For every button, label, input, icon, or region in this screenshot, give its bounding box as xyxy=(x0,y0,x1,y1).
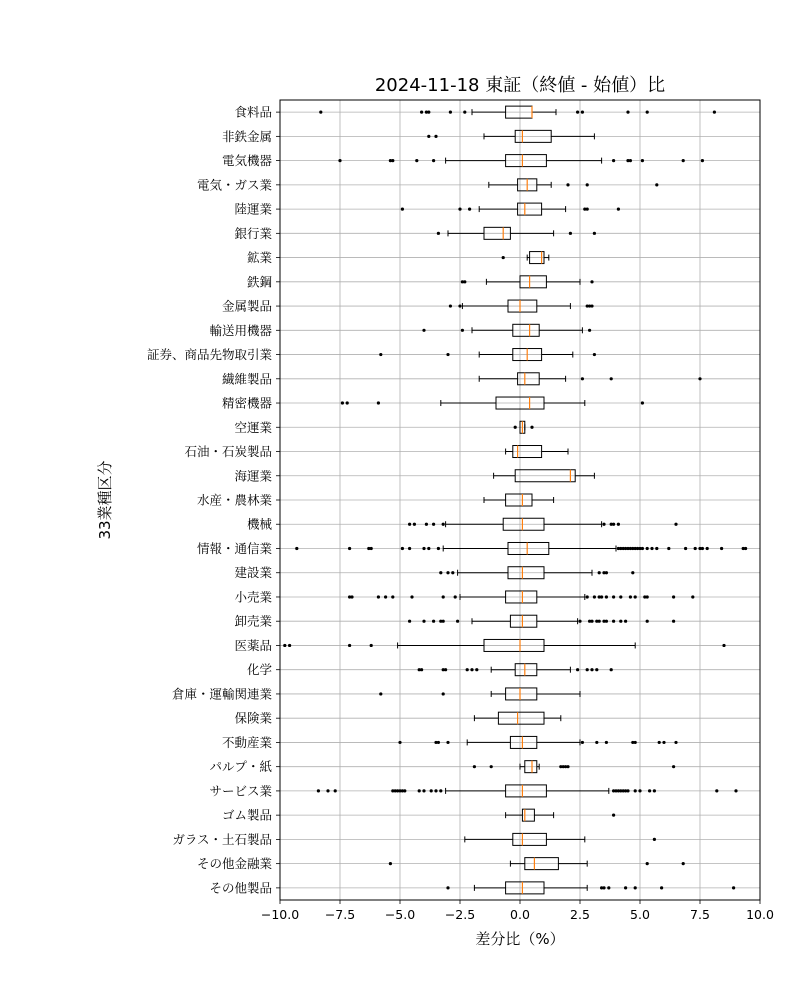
outlier-point xyxy=(468,207,471,210)
outlier-point xyxy=(641,401,644,404)
y-axis-tick-labels xyxy=(147,105,280,896)
grid-lines xyxy=(280,100,760,900)
outlier-point xyxy=(578,620,581,623)
x-tick-label: −2.5 xyxy=(444,907,476,922)
y-tick-label: 化学 xyxy=(246,662,272,678)
outlier-point xyxy=(655,547,658,550)
outlier-point xyxy=(446,353,449,356)
box-25 xyxy=(474,712,560,724)
outlier-point xyxy=(425,523,428,526)
y-tick-label: 輸送用機器 xyxy=(209,322,272,338)
outlier-point xyxy=(605,595,608,598)
outlier-point xyxy=(432,620,435,623)
outlier-point xyxy=(701,159,704,162)
y-tick-label: 倉庫・運輸関連業 xyxy=(171,686,272,702)
outlier-point xyxy=(612,523,615,526)
outlier-point xyxy=(646,862,649,865)
outlier-point xyxy=(463,111,466,114)
outlier-point xyxy=(317,789,320,792)
outlier-point xyxy=(408,547,411,550)
outlier-point xyxy=(607,886,610,889)
outlier-point xyxy=(605,571,608,574)
y-tick-label: その他金融業 xyxy=(196,856,272,872)
outlier-point xyxy=(442,692,445,695)
x-axis-label: 差分比（%） xyxy=(475,930,565,948)
outlier-point xyxy=(713,111,716,114)
outlier-point xyxy=(473,765,476,768)
outlier-point xyxy=(530,426,533,429)
outlier-point xyxy=(586,183,589,186)
outlier-point xyxy=(437,232,440,235)
outlier-point xyxy=(638,789,641,792)
y-tick-label: 精密機器 xyxy=(221,395,272,411)
outlier-point xyxy=(732,886,735,889)
outlier-point xyxy=(674,741,677,744)
outlier-point xyxy=(648,789,651,792)
y-tick-label: 非鉄金属 xyxy=(221,128,272,144)
outlier-point xyxy=(454,595,457,598)
outlier-point xyxy=(348,547,351,550)
outlier-point xyxy=(422,329,425,332)
y-tick-label: 空運業 xyxy=(234,419,272,435)
outlier-point xyxy=(370,547,373,550)
outlier-point xyxy=(653,838,656,841)
x-tick-label: 2.5 xyxy=(570,907,590,922)
outlier-point xyxy=(432,523,435,526)
y-tick-label: サービス業 xyxy=(209,783,272,799)
outlier-point xyxy=(590,304,593,307)
outlier-point xyxy=(646,547,649,550)
outlier-point xyxy=(341,401,344,404)
outlier-point xyxy=(422,620,425,623)
y-tick-label: 保険業 xyxy=(234,710,272,726)
outlier-point xyxy=(634,741,637,744)
outlier-point xyxy=(408,620,411,623)
y-tick-label: 証券、商品先物取引業 xyxy=(146,347,272,363)
outlier-point xyxy=(439,571,442,574)
outlier-point xyxy=(566,765,569,768)
outlier-point xyxy=(641,159,644,162)
outlier-point xyxy=(389,862,392,865)
outlier-point xyxy=(398,741,401,744)
outlier-point xyxy=(646,111,649,114)
outlier-point xyxy=(634,789,637,792)
outlier-point xyxy=(439,789,442,792)
outlier-point xyxy=(605,620,608,623)
outlier-point xyxy=(384,595,387,598)
outlier-point xyxy=(595,668,598,671)
outlier-point xyxy=(434,135,437,138)
outlier-point xyxy=(338,159,341,162)
outlier-point xyxy=(463,280,466,283)
outlier-point xyxy=(401,207,404,210)
y-tick-label: 金属製品 xyxy=(221,298,272,314)
outlier-point xyxy=(403,789,406,792)
outlier-point xyxy=(624,620,627,623)
outlier-point xyxy=(617,523,620,526)
outlier-point xyxy=(586,207,589,210)
outlier-point xyxy=(598,620,601,623)
outlier-point xyxy=(295,547,298,550)
outlier-point xyxy=(586,595,589,598)
outlier-point xyxy=(490,765,493,768)
outlier-point xyxy=(706,547,709,550)
y-tick-label: 鉱業 xyxy=(246,250,272,266)
outlier-point xyxy=(631,571,634,574)
outlier-point xyxy=(456,620,459,623)
outlier-point xyxy=(684,547,687,550)
outlier-point xyxy=(348,644,351,647)
outlier-point xyxy=(475,668,478,671)
outlier-point xyxy=(626,789,629,792)
y-tick-label: 鉄鋼 xyxy=(246,274,272,290)
outlier-point xyxy=(576,111,579,114)
outlier-point xyxy=(434,789,437,792)
outlier-point xyxy=(662,741,665,744)
outlier-point xyxy=(422,547,425,550)
outlier-point xyxy=(470,668,473,671)
outlier-point xyxy=(672,620,675,623)
x-tick-label: 5.0 xyxy=(630,907,650,922)
outlier-point xyxy=(449,111,452,114)
outlier-point xyxy=(590,280,593,283)
x-tick-label: 10.0 xyxy=(746,907,774,922)
outlier-point xyxy=(720,547,723,550)
outlier-point xyxy=(701,547,704,550)
outlier-point xyxy=(370,644,373,647)
outlier-point xyxy=(427,111,430,114)
outlier-point xyxy=(391,159,394,162)
outlier-point xyxy=(634,595,637,598)
outlier-point xyxy=(590,668,593,671)
outlier-point xyxy=(449,304,452,307)
outlier-point xyxy=(442,523,445,526)
outlier-point xyxy=(672,595,675,598)
y-tick-label: ゴム製品 xyxy=(221,807,272,823)
outlier-point xyxy=(744,547,747,550)
outlier-point xyxy=(634,886,637,889)
chart-title: 2024-11-18 東証（終値 - 始値）比 xyxy=(374,75,666,96)
outlier-point xyxy=(624,886,627,889)
outlier-point xyxy=(420,111,423,114)
outlier-point xyxy=(629,159,632,162)
outlier-point xyxy=(612,620,615,623)
outlier-point xyxy=(650,547,653,550)
y-tick-label: 繊維製品 xyxy=(221,371,272,387)
outlier-point xyxy=(422,789,425,792)
outlier-point xyxy=(379,353,382,356)
outlier-point xyxy=(502,256,505,259)
outlier-point xyxy=(334,789,337,792)
y-tick-label: 電気機器 xyxy=(221,153,272,169)
outlier-point xyxy=(602,886,605,889)
outlier-point xyxy=(413,523,416,526)
outlier-point xyxy=(420,668,423,671)
x-tick-label: 0.0 xyxy=(510,907,530,922)
outlier-point xyxy=(598,571,601,574)
outlier-point xyxy=(458,304,461,307)
outlier-point xyxy=(612,159,615,162)
outlier-point xyxy=(629,595,632,598)
outlier-point xyxy=(626,111,629,114)
y-tick-label: 卸売業 xyxy=(234,613,272,629)
y-axis-label: 33業種区分 xyxy=(96,460,114,540)
x-axis-tick-labels xyxy=(261,900,774,922)
outlier-point xyxy=(600,595,603,598)
outlier-point xyxy=(646,595,649,598)
outlier-point xyxy=(437,547,440,550)
outlier-point xyxy=(593,232,596,235)
outlier-point xyxy=(319,111,322,114)
outlier-point xyxy=(602,523,605,526)
outlier-point xyxy=(408,523,411,526)
outlier-point xyxy=(427,547,430,550)
outlier-point xyxy=(427,135,430,138)
outlier-point xyxy=(590,620,593,623)
outlier-point xyxy=(288,644,291,647)
y-tick-label: 水産・農林業 xyxy=(196,492,272,508)
outlier-point xyxy=(581,741,584,744)
y-tick-label: ガラス・土石製品 xyxy=(172,831,272,847)
outlier-point xyxy=(514,426,517,429)
outlier-point xyxy=(444,668,447,671)
y-tick-label: 銀行業 xyxy=(234,225,272,241)
outlier-point xyxy=(446,571,449,574)
outlier-point xyxy=(415,159,418,162)
outlier-point xyxy=(581,111,584,114)
outlier-point xyxy=(458,207,461,210)
outlier-point xyxy=(612,814,615,817)
outlier-point xyxy=(722,644,725,647)
outlier-point xyxy=(674,523,677,526)
outlier-point xyxy=(446,886,449,889)
outlier-point xyxy=(658,741,661,744)
y-tick-label: 海運業 xyxy=(234,468,272,484)
y-tick-label: パルプ・紙 xyxy=(209,759,272,775)
outlier-point xyxy=(667,547,670,550)
outlier-point xyxy=(379,692,382,695)
outlier-point xyxy=(660,886,663,889)
x-tick-label: −5.0 xyxy=(384,907,416,922)
outlier-point xyxy=(617,207,620,210)
outlier-point xyxy=(682,159,685,162)
outlier-point xyxy=(646,620,649,623)
outlier-point xyxy=(391,595,394,598)
outlier-point xyxy=(655,183,658,186)
outlier-point xyxy=(698,377,701,380)
outlier-point xyxy=(672,765,675,768)
outlier-point xyxy=(715,789,718,792)
outlier-point xyxy=(691,595,694,598)
outlier-point xyxy=(593,595,596,598)
outlier-point xyxy=(437,741,440,744)
outlier-point xyxy=(593,353,596,356)
outlier-point xyxy=(610,377,613,380)
outlier-point xyxy=(581,377,584,380)
outlier-point xyxy=(641,547,644,550)
outlier-point xyxy=(346,401,349,404)
outlier-point xyxy=(418,789,421,792)
outlier-point xyxy=(377,595,380,598)
outlier-point xyxy=(410,595,413,598)
x-tick-label: −7.5 xyxy=(324,907,356,922)
y-tick-label: 食料品 xyxy=(234,104,272,120)
outlier-point xyxy=(734,789,737,792)
y-tick-label: 石油・石炭製品 xyxy=(184,444,272,460)
outlier-point xyxy=(326,789,329,792)
outlier-point xyxy=(569,232,572,235)
outlier-point xyxy=(451,571,454,574)
outlier-point xyxy=(605,741,608,744)
x-tick-label: 7.5 xyxy=(690,907,710,922)
x-tick-label: −10.0 xyxy=(260,907,300,922)
y-tick-label: 建設業 xyxy=(234,565,272,581)
outlier-point xyxy=(283,644,286,647)
outlier-point xyxy=(430,789,433,792)
outlier-point xyxy=(566,183,569,186)
outlier-point xyxy=(612,595,615,598)
outlier-point xyxy=(619,595,622,598)
y-tick-label: 不動産業 xyxy=(221,734,272,750)
outlier-point xyxy=(442,595,445,598)
outlier-point xyxy=(619,620,622,623)
outlier-point xyxy=(682,862,685,865)
outlier-point xyxy=(446,741,449,744)
outlier-point xyxy=(461,329,464,332)
outlier-point xyxy=(401,547,404,550)
y-tick-label: 医薬品 xyxy=(234,637,272,653)
y-tick-label: 情報・通信業 xyxy=(196,540,272,556)
outlier-point xyxy=(377,401,380,404)
y-tick-label: 機械 xyxy=(246,516,272,532)
y-tick-label: 電気・ガス業 xyxy=(196,177,272,193)
outlier-point xyxy=(576,668,579,671)
outlier-point xyxy=(588,329,591,332)
outlier-point xyxy=(466,668,469,671)
outlier-point xyxy=(694,547,697,550)
outlier-point xyxy=(653,789,656,792)
outlier-point xyxy=(432,159,435,162)
outlier-point xyxy=(610,668,613,671)
y-tick-label: 小売業 xyxy=(234,589,272,605)
outlier-point xyxy=(586,668,589,671)
outlier-point xyxy=(350,595,353,598)
outlier-point xyxy=(442,620,445,623)
outlier-point xyxy=(595,741,598,744)
y-tick-label: その他製品 xyxy=(209,880,272,896)
y-tick-label: 陸運業 xyxy=(234,201,272,217)
